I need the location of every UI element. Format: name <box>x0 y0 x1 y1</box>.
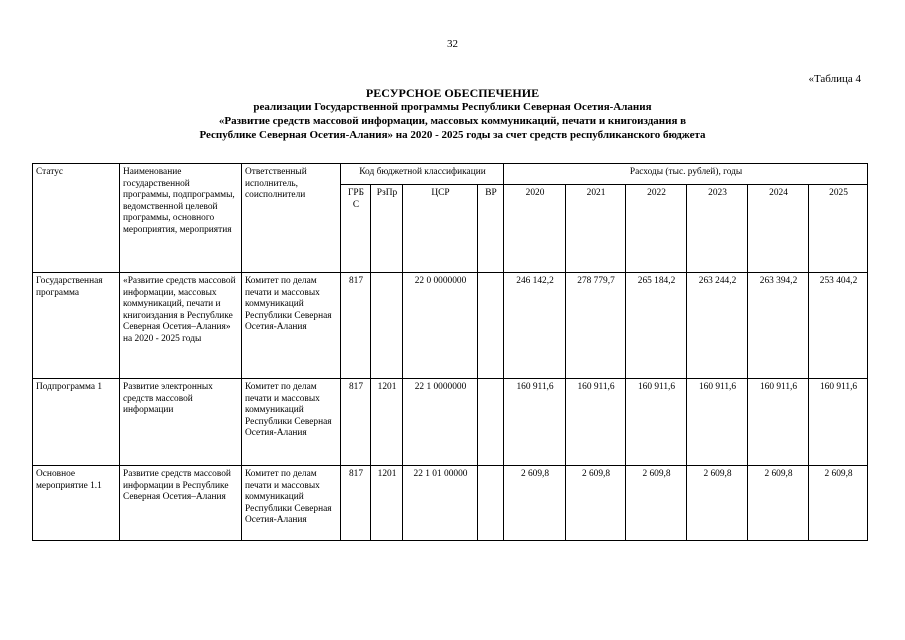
subtitle-line: реализации Государственной программы Республики Северная Осетия-Алания <box>253 101 652 113</box>
resource-table <box>32 163 868 541</box>
cell-status: Государственная программа <box>33 273 120 379</box>
cell-value: 160 911,6 <box>626 379 687 466</box>
cell-name: Развитие средств массовой информации в Республике Северная Осетия–Алания <box>120 466 242 541</box>
cell-rzpr: 1201 <box>371 379 403 466</box>
document-title: РЕСУРСНОЕ ОБЕСПЕЧЕНИЕ <box>365 86 540 100</box>
header-vr: ВР <box>478 185 504 273</box>
header-year: 2025 <box>809 185 868 273</box>
cell-vr <box>478 273 504 379</box>
header-grbs: ГРБ С <box>341 185 371 273</box>
cell-status: Подпрограмма 1 <box>33 379 120 466</box>
cell-rzpr <box>371 273 403 379</box>
cell-value: 263 394,2 <box>748 273 809 379</box>
header-year: 2023 <box>687 185 748 273</box>
header-rzpr: РзПр <box>371 185 403 273</box>
document-subtitle <box>0 100 905 142</box>
cell-csr: 22 0 0000000 <box>403 273 478 379</box>
cell-value: 253 404,2 <box>809 273 868 379</box>
cell-status: Основное мероприятие 1.1 <box>33 466 120 541</box>
cell-value: 2 609,8 <box>626 466 687 541</box>
header-year: 2021 <box>566 185 626 273</box>
table-label: «Таблица 4 <box>808 73 861 85</box>
cell-value: 160 911,6 <box>748 379 809 466</box>
cell-executor: Комитет по делам печати и массовых коммуникаций Республики Северная Осетия-Алания <box>242 466 341 541</box>
header-name: Наименование государственной программы, подпрограммы, ведомственной целевой программы, основного мероприятия, мероприятия <box>120 164 242 273</box>
cell-grbs: 817 <box>341 379 371 466</box>
cell-executor: Комитет по делам печати и массовых коммуникаций Республики Северная Осетия-Алания <box>242 379 341 466</box>
subtitle-line: Республике Северная Осетия-Алания» на 2020 - 2025 годы за счет средств республиканского бюджета <box>199 129 706 141</box>
cell-value: 265 184,2 <box>626 273 687 379</box>
cell-rzpr: 1201 <box>371 466 403 541</box>
cell-value: 263 244,2 <box>687 273 748 379</box>
cell-grbs: 817 <box>341 273 371 379</box>
cell-value: 2 609,8 <box>687 466 748 541</box>
table-row <box>33 379 868 466</box>
header-year: 2024 <box>748 185 809 273</box>
cell-value: 2 609,8 <box>748 466 809 541</box>
cell-value: 160 911,6 <box>504 379 566 466</box>
cell-vr <box>478 466 504 541</box>
header-csr: ЦСР <box>403 185 478 273</box>
cell-value: 246 142,2 <box>504 273 566 379</box>
cell-name: Развитие электронных средств массовой информации <box>120 379 242 466</box>
header-year: 2022 <box>626 185 687 273</box>
cell-executor: Комитет по делам печати и массовых коммуникаций Республики Северная Осетия-Алания <box>242 273 341 379</box>
cell-value: 160 911,6 <box>566 379 626 466</box>
cell-name: «Развитие средств массовой информации, массовых коммуникаций, печати и книгоиздания в Республике Северная Осетия–Алания» на 2020 - 2025 годы <box>120 273 242 379</box>
cell-grbs: 817 <box>341 466 371 541</box>
header-executor: Ответственный исполнитель, соисполнители <box>242 164 341 273</box>
table-row <box>33 466 868 541</box>
header-expenses: Расходы (тыс. рублей), годы <box>504 164 868 185</box>
table-header-row <box>33 164 868 185</box>
header-status: Статус <box>33 164 120 273</box>
cell-csr: 22 1 01 00000 <box>403 466 478 541</box>
header-budget-code: Код бюджетной классификации <box>341 164 504 185</box>
header-year: 2020 <box>504 185 566 273</box>
cell-csr: 22 1 0000000 <box>403 379 478 466</box>
cell-value: 278 779,7 <box>566 273 626 379</box>
subtitle-line: «Развитие средств массовой информации, массовых коммуникаций, печати и книгоиздания в <box>218 115 687 127</box>
cell-value: 2 609,8 <box>566 466 626 541</box>
cell-vr <box>478 379 504 466</box>
cell-value: 2 609,8 <box>809 466 868 541</box>
cell-value: 160 911,6 <box>809 379 868 466</box>
page-number: 32 <box>447 38 458 50</box>
cell-value: 2 609,8 <box>504 466 566 541</box>
cell-value: 160 911,6 <box>687 379 748 466</box>
table-row <box>33 273 868 379</box>
